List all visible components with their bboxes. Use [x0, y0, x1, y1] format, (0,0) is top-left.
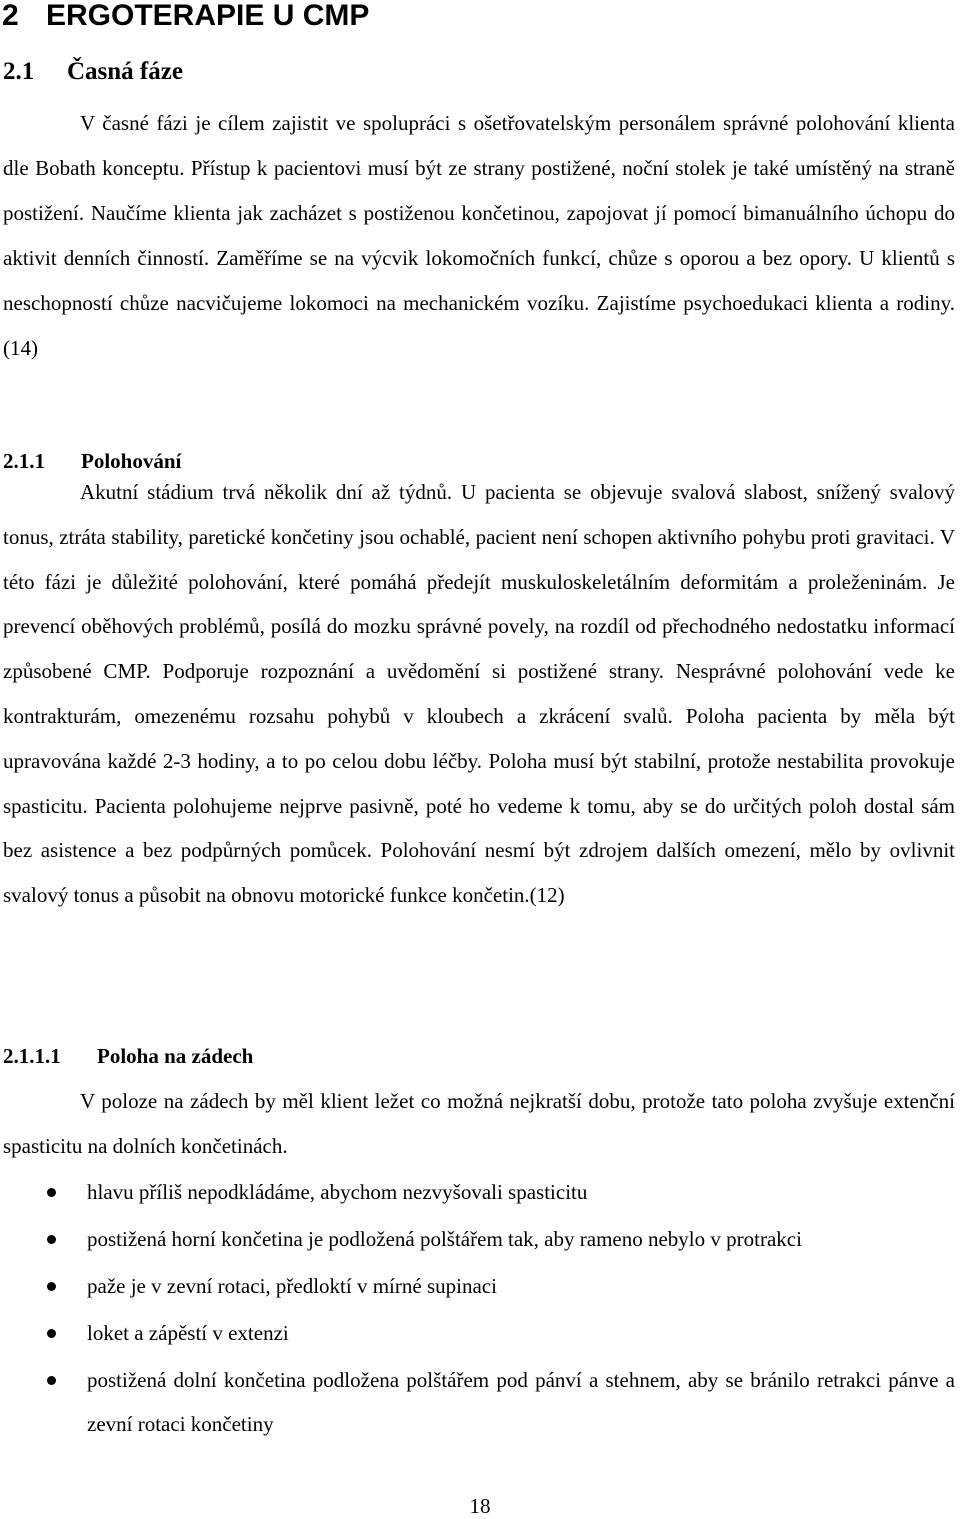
section-number: 2.1	[3, 58, 35, 85]
bullet-list	[0, 1170, 955, 1449]
subsubsection-title: Poloha na zádech	[97, 1044, 254, 1068]
list-item	[0, 1217, 955, 1261]
list-item-text: hlavu příliš nepodkládáme, abychom nezvyšovali spasticitu	[87, 1180, 588, 1204]
chapter-number: 2	[2, 0, 19, 32]
paragraph-early-phase: V časné fázi je cílem zajistit ve spolupráci s ošetřovatelským personálem správné polohování klienta dle Bobath konceptu. Přístup k pacientovi musí být ze strany postižené, noční stolek je také umístěný na straně postižení. Naučíme klienta jak zacházet s postiženou končetinou, zapojovat jí pomocí bimanuálního úchopu do aktivit denních činností. Zaměříme se na výcvik lokomočních funkcí, chůze s oporou a bez opory. U klientů s neschopností chůze nacvičujeme lokomoci na mechanickém vozíku. Zajistíme psychoedukaci klienta a rodiny. (14)	[3, 111, 955, 360]
bullet-icon	[47, 1188, 56, 1197]
list-item-text: paže je v zevní rotaci, předloktí v mírné supinaci	[87, 1274, 497, 1298]
page-number: 18	[469, 1494, 491, 1518]
bullet-icon	[47, 1282, 56, 1291]
chapter-heading	[2, 0, 369, 38]
list-item-text: postižená dolní končetina podložena polštářem pod pánví a stehnem, aby se bránilo retrakci pánve a zevní rotaci končetiny	[87, 1368, 955, 1436]
bullet-icon	[47, 1329, 56, 1338]
subsubsection-number: 2.1.1.1	[3, 1044, 61, 1068]
chapter-title: ERGOTERAPIE U CMP	[46, 0, 370, 32]
paragraph-supine-position: V poloze na zádech by měl klient ležet co možná nejkratší dobu, protože tato poloha zvyšuje extenční spasticitu na dolních končetinách.	[3, 1089, 955, 1158]
subsubsection-heading	[3, 1040, 253, 1072]
list-item	[0, 1311, 955, 1355]
bullet-icon	[47, 1376, 56, 1385]
section-heading	[3, 54, 183, 90]
list-item-text: loket a zápěstí v extenzi	[87, 1321, 289, 1345]
subsection-title: Polohování	[81, 449, 182, 473]
list-item	[0, 1358, 955, 1446]
list-item	[0, 1264, 955, 1308]
section-title: Časná fáze	[67, 58, 183, 85]
list-item-text: postižená horní končetina je podložená polštářem tak, aby rameno nebylo v protrakci	[87, 1227, 802, 1251]
bullet-icon	[47, 1235, 56, 1244]
subsection-number: 2.1.1	[3, 449, 45, 473]
paragraph-positioning: Akutní stádium trvá několik dní až týdnů. U pacienta se objevuje svalová slabost, snížený svalový tonus, ztráta stability, paretické končetiny jsou ochablé, pacient není schopen aktivního pohybu proti gravitaci. V této fázi je důležité polohování, které pomáhá předejít muskuloskeletálním deformitám a proleženinám. Je prevencí oběhových problémů, posílá do mozku správné povely, na rozdíl od přechodného nedostatku informací způsobené CMP. Podporuje rozpoznání a uvědomění si postižené strany. Nesprávné polohování vede ke kontrakturám, omezenému rozsahu pohybů v kloubech a zkrácení svalů. Poloha pacienta by měla být upravována každé 2-3 hodiny, a to po celou dobu léčby. Poloha musí být stabilní, protože nestabilita provokuje spasticitu. Pacienta polohujeme nejprve pasivně, poté ho vedeme k tomu, aby se do určitých poloh dostal sám bez asistence a bez podpůrných pomůcek. Polohování nesmí být zdrojem dalších omezení, mělo by ovlivnit svalový tonus a působit na obnovu motorické funkce končetin.(12)	[3, 480, 955, 908]
list-item	[0, 1170, 955, 1214]
